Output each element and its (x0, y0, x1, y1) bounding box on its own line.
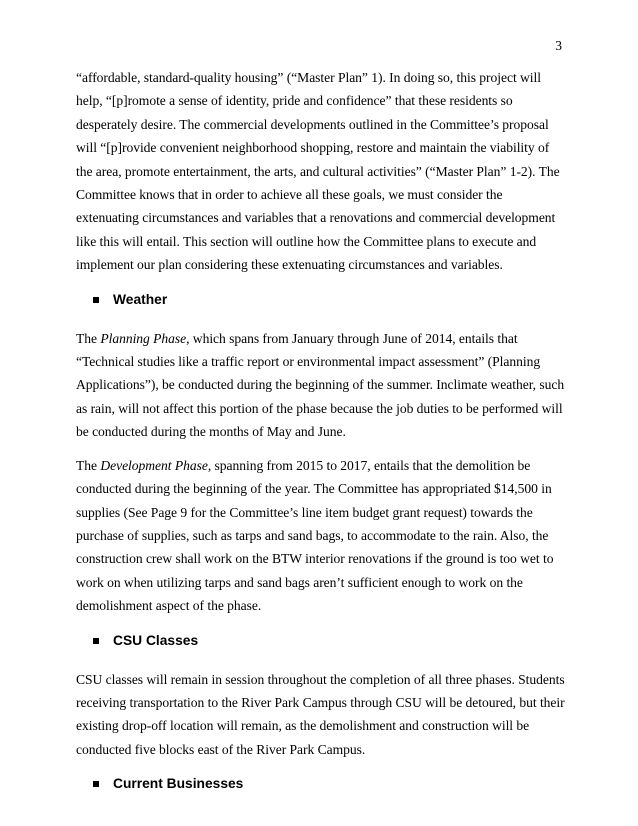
section-heading-label: CSU Classes (113, 632, 199, 648)
square-bullet-icon (93, 638, 99, 644)
planning-phase-paragraph (76, 327, 566, 444)
square-bullet-icon (93, 297, 99, 303)
document-body (76, 66, 566, 811)
development-phase-paragraph (76, 454, 566, 618)
csu-classes-paragraph: CSU classes will remain in session throughout the completion of all three phases. Students receiving transportation to the River Park Campus through CSU will be detoured, but their existing drop-off location will remain, as the demolishment and construction will be conducted five blocks east of the River Park Campus. (76, 671, 565, 757)
phase-name: Development Phase (100, 457, 208, 473)
paragraph-text: , spanning from 2015 to 2017, entails that the demolition be conducted during the beginning of the year. The Committee has appropriated $14,500 in supplies (See Page 9 for the Committee’s line item budget grant request) towards the purchase of supplies, such as tarps and sand bags, to accommodate to the rain. Also, the construction crew shall work on the BTW interior renovations if the ground is too wet to work on when utilizing tarps and sand bags aren’t sufficient enough to work on the demolishment aspect of the phase. (76, 457, 554, 614)
section-heading-label: Weather (113, 291, 168, 307)
paragraph-text: The (76, 457, 101, 473)
section-heading-weather (93, 290, 566, 310)
intro-paragraph: “affordable, standard-quality housing” (“Master Plan” 1). In doing so, this project will help, “[p]romote a sense of identity, pride and confidence” that these residents so desperately desire. The commercial developments outlined in the Committee’s proposal will “[p]rovide convenient neighborhood shopping, restore and maintain the viability of the area, promote entertainment, the arts, and cultural activities” (“Master Plan” 1-2). The Committee knows that in order to achieve all these goals, we must consider the extenuating circumstances and variables that a renovations and commercial development like this will entail. This section will outline how the Committee plans to execute and implement our plan considering these extenuating circumstances and variables. (76, 70, 560, 273)
phase-name: Planning Phase (100, 330, 187, 346)
page-number: 3 (555, 38, 562, 53)
section-heading-csu-classes (93, 631, 566, 651)
section-heading-current-businesses (93, 774, 566, 794)
section-heading-label: Current Businesses (113, 776, 244, 792)
square-bullet-icon (93, 781, 99, 787)
paragraph-text: The (76, 330, 101, 346)
paragraph-text: , which spans from January through June of 2014, entails that “Technical studies like a traffic report or environmental impact assessment” (Planning Applications”), be conducted during the beginning of the summer. Inclimate weather, such as rain, will not affect this portion of the phase because the job duties to be performed will be conducted during the months of May and June. (76, 330, 565, 440)
